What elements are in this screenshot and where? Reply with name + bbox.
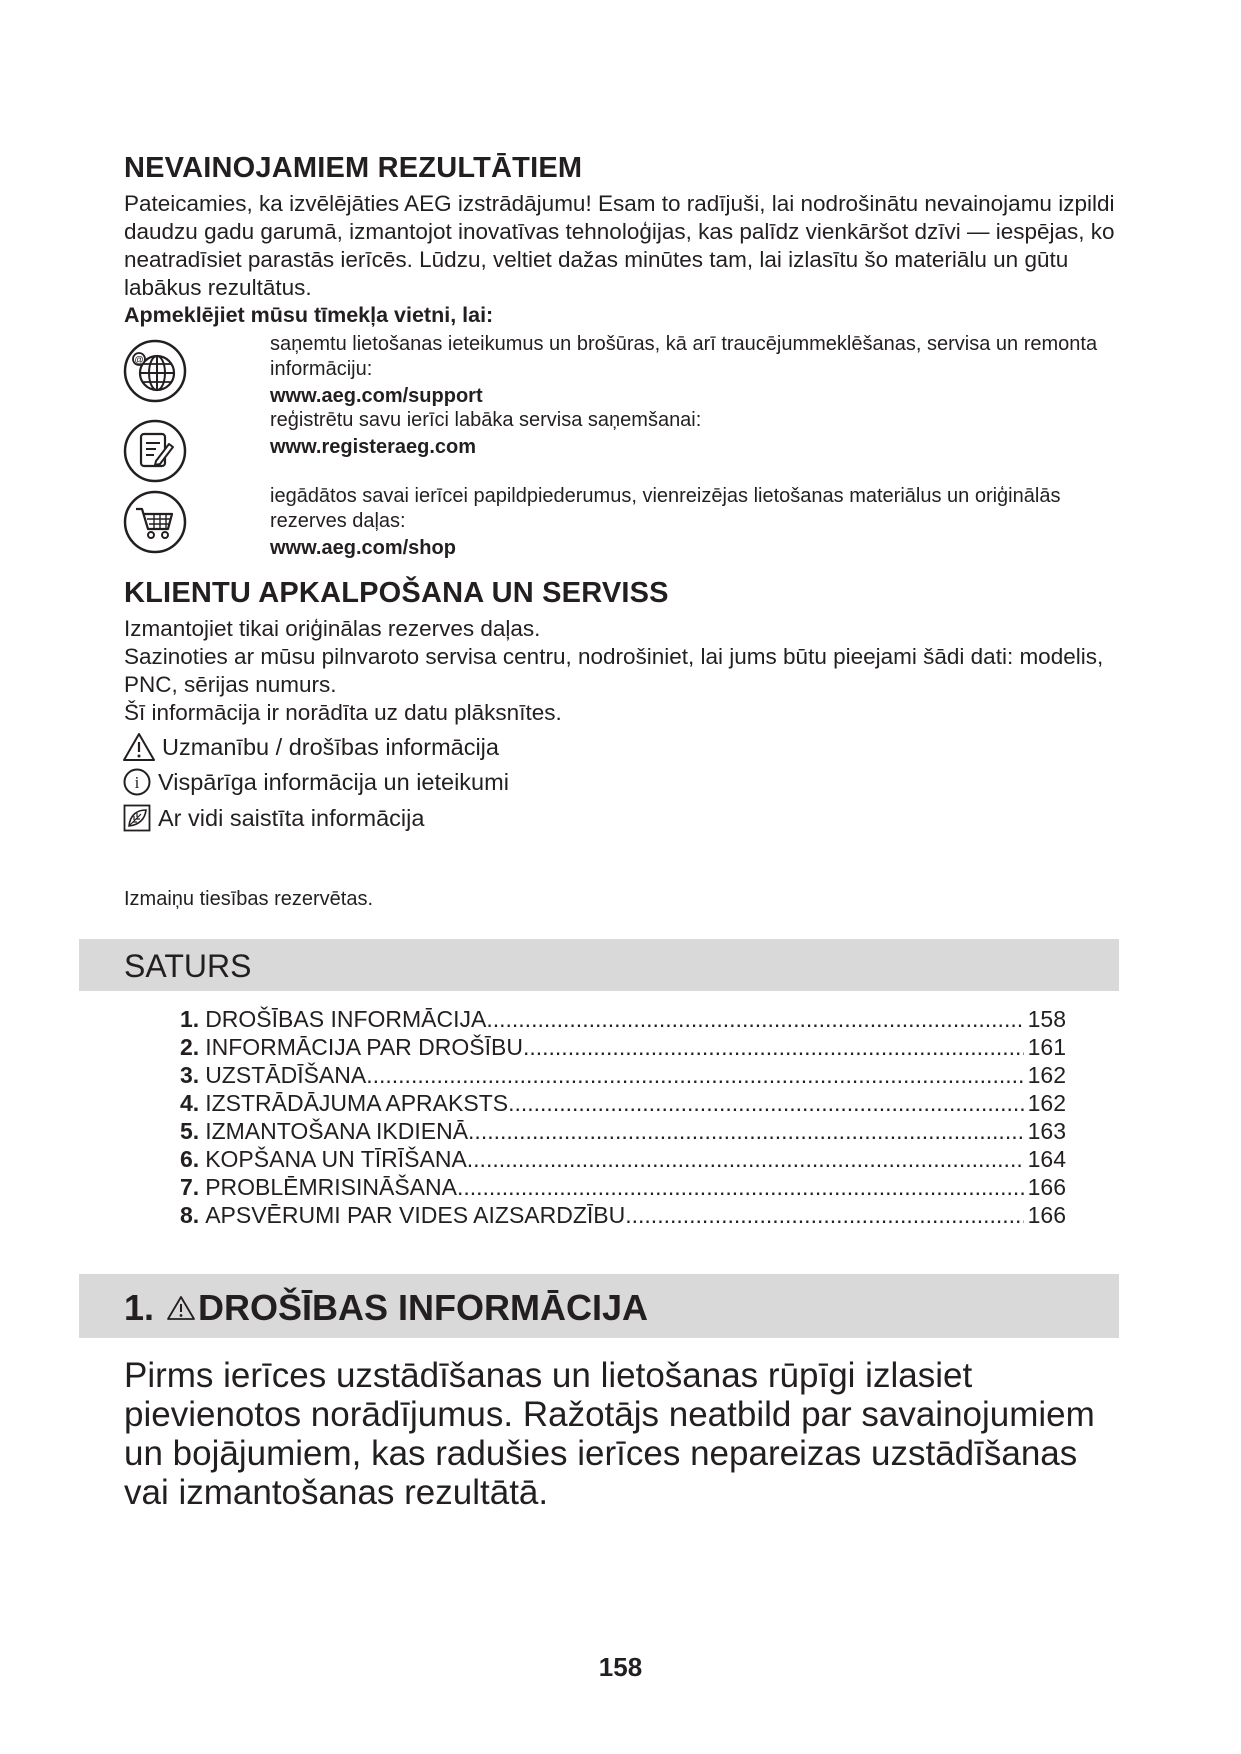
toc-entry-number: 6. xyxy=(180,1146,200,1172)
toc-entry-page: 166 xyxy=(1027,1174,1066,1200)
toc-entry-number: 1. xyxy=(180,1006,200,1032)
section-title-service: KLIENTU APKALPOŠANA UN SERVISS xyxy=(124,577,669,609)
toc-leader-dots xyxy=(508,1089,1024,1117)
toc-entry-label: DROŠĪBAS INFORMĀCIJA xyxy=(205,1006,487,1032)
chapter-number: 1. xyxy=(124,1287,155,1328)
svg-text:@: @ xyxy=(134,354,144,365)
register-url-link[interactable]: www.registeraeg.com xyxy=(270,436,476,458)
toc-leader-dots xyxy=(625,1201,1023,1229)
toc-entry[interactable] xyxy=(180,1089,1066,1117)
toc-entry-page: 164 xyxy=(1027,1146,1066,1172)
legend-warning-text: Uzmanību / drošības informācija xyxy=(162,733,499,760)
shop-link-text xyxy=(270,484,1130,561)
support-link-row xyxy=(120,332,1120,407)
toc-entry-page: 166 xyxy=(1027,1202,1066,1228)
chapter-title: DROŠĪBAS INFORMĀCIJA xyxy=(198,1287,649,1328)
toc-entry[interactable] xyxy=(180,1201,1066,1229)
toc-leader-dots xyxy=(468,1117,1024,1145)
toc-entry-label: PROBLĒMRISINĀŠANA xyxy=(205,1174,457,1200)
toc-entry-label: IZSTRĀDĀJUMA APRAKSTS xyxy=(205,1090,509,1116)
toc-entry-number: 7. xyxy=(180,1174,200,1200)
toc-entry-label: IZMANTOŠANA IKDIENĀ xyxy=(205,1118,469,1144)
toc-entry[interactable] xyxy=(180,1033,1066,1061)
rights-reserved: Izmaiņu tiesības rezervētas. xyxy=(124,888,373,910)
toc-entry-label: KOPŠANA UN TĪRĪŠANA xyxy=(205,1146,467,1172)
register-icon xyxy=(122,418,188,484)
leaf-icon xyxy=(122,803,152,833)
support-link-text xyxy=(270,332,1130,409)
service-line-rating-plate: Šī informācija ir norādīta uz datu plāksnītes. xyxy=(124,700,562,725)
table-of-contents xyxy=(180,1005,1066,1229)
chapter-heading xyxy=(124,1287,648,1329)
toc-leader-dots xyxy=(486,1005,1023,1033)
legend-environment-text: Ar vidi saistīta informācija xyxy=(158,804,425,831)
toc-entry[interactable] xyxy=(180,1005,1066,1033)
toc-entry[interactable] xyxy=(180,1117,1066,1145)
toc-entry-number: 4. xyxy=(180,1090,200,1116)
shop-link-row xyxy=(120,487,1120,562)
toc-entry[interactable] xyxy=(180,1173,1066,1201)
cart-icon xyxy=(122,489,188,555)
legend-info-text: Vispārīga informācija un ieteikumi xyxy=(158,768,509,795)
service-line-parts: Izmantojiet tikai oriģinālas rezerves daļas. xyxy=(124,616,541,641)
toc-entry-number: 2. xyxy=(180,1034,200,1060)
toc-entry-page: 161 xyxy=(1027,1034,1066,1060)
page-number: 158 xyxy=(598,1652,643,1682)
toc-entry-page: 162 xyxy=(1027,1090,1066,1116)
legend-warning xyxy=(122,732,499,762)
section-title-results: NEVAINOJAMIEM REZULTĀTIEM xyxy=(124,152,583,184)
warning-icon xyxy=(122,732,156,762)
legend-environment xyxy=(122,803,424,833)
register-link-text xyxy=(270,408,1130,460)
toc-entry-label: INFORMĀCIJA PAR DROŠĪBU xyxy=(205,1034,523,1060)
toc-leader-dots xyxy=(457,1173,1024,1201)
visit-label: Apmeklējiet mūsu tīmekļa vietni, lai: xyxy=(124,303,494,327)
toc-entry-page: 163 xyxy=(1027,1118,1066,1144)
svg-text:i: i xyxy=(134,773,140,792)
contents-title: SATURS xyxy=(124,948,252,984)
toc-entry-number: 8. xyxy=(180,1202,200,1228)
toc-entry-label: UZSTĀDĪŠANA xyxy=(205,1062,367,1088)
support-description: saņemtu lietošanas ieteikumus un brošūras, kā arī traucējummeklēšanas, servisa un remonta informāciju: xyxy=(270,333,1098,380)
register-description: reģistrētu savu ierīci labāka servisa saņemšanai: xyxy=(270,409,702,431)
toc-entry-page: 158 xyxy=(1027,1006,1066,1032)
toc-entry-page: 162 xyxy=(1027,1062,1066,1088)
toc-entry[interactable] xyxy=(180,1145,1066,1173)
register-link-row xyxy=(120,410,1120,485)
toc-entry-number: 3. xyxy=(180,1062,200,1088)
chapter-intro: Pirms ierīces uzstādīšanas un lietošanas rūpīgi izlasiet pievienotos norādījumus. Ražotājs neatbild par savainojumiem un bojājumiem, kas radušies ierīces nepareizas uzstādīšanas vai izmantošanas rezultātā. xyxy=(124,1356,1095,1512)
results-intro: Pateicamies, ka izvēlējāties AEG izstrādājumu! Esam to radījuši, lai nodrošinātu nevainojamu izpildi daudzu gadu garumā, izmantojot inovatīvas tehnoloģijas, kas palīdz vienkāršot dzīvi — iespējas, ko neatradīsiet parastās ierīcēs. Lūdzu, veltiet dažas minūtes tam, lai izlasītu šo materiālu un gūtu labākus rezultātus. xyxy=(124,191,1115,300)
toc-leader-dots xyxy=(366,1061,1023,1089)
shop-description: iegādātos savai ierīcei papildpiederumus, vienreizējas lietošanas materiālus un oriģinālās rezerves daļas: xyxy=(270,485,1061,532)
toc-leader-dots xyxy=(523,1033,1024,1061)
warning-icon xyxy=(166,1295,196,1321)
info-icon xyxy=(122,767,152,797)
legend-info xyxy=(122,767,509,797)
toc-entry-label: APSVĒRUMI PAR VIDES AIZSARDZĪBU xyxy=(205,1202,626,1228)
service-line-contact: Sazinoties ar mūsu pilnvaroto servisa centru, nodrošiniet, lai jums būtu pieejami šādi dati: modelis, PNC, sērijas numurs. xyxy=(124,644,1104,697)
globe-icon xyxy=(122,338,188,404)
shop-url-link[interactable]: www.aeg.com/shop xyxy=(270,537,456,559)
toc-entry-number: 5. xyxy=(180,1118,200,1144)
toc-entry[interactable] xyxy=(180,1061,1066,1089)
toc-leader-dots xyxy=(467,1145,1024,1173)
support-url-link[interactable]: www.aeg.com/support xyxy=(270,385,483,407)
